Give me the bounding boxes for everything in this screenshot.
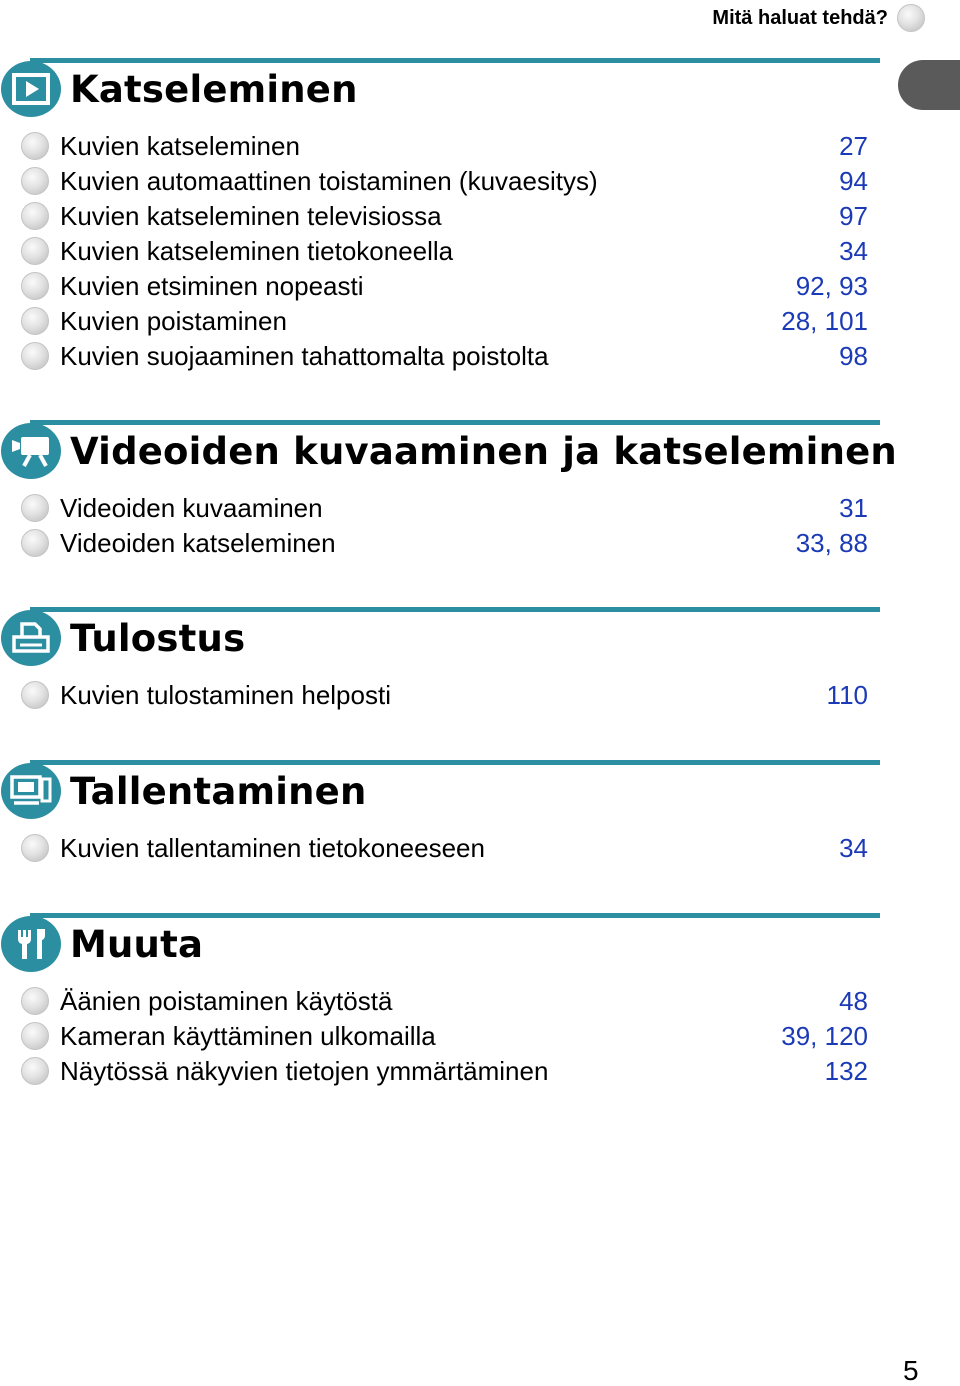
movie-camera-icon (1, 423, 61, 479)
entry-page-link[interactable]: 48 (839, 986, 868, 1016)
dot-leader (398, 984, 833, 1019)
toc-entry[interactable] (0, 1019, 870, 1054)
entry-label: Videoiden kuvaaminen (60, 493, 323, 523)
page-header-title: Mitä haluat tehdä? (712, 7, 888, 29)
entry-label: Kuvien katseleminen televisiossa (60, 201, 442, 231)
section-rule (30, 58, 880, 63)
bullet-icon (21, 237, 49, 265)
toc-entry[interactable] (0, 339, 870, 374)
bullet-icon (21, 681, 49, 709)
tools-icon (1, 916, 61, 972)
entry-list (0, 831, 870, 866)
entry-label: Kuvien tulostaminen helposti (60, 680, 391, 710)
dot-leader (370, 269, 790, 304)
section-title: Muuta (70, 923, 204, 966)
bullet-icon (21, 132, 49, 160)
entry-list (0, 129, 870, 374)
section-rule (30, 420, 880, 425)
dot-leader (442, 1019, 776, 1054)
bullet-icon (21, 167, 49, 195)
dot-leader (448, 199, 834, 234)
entry-label: Videoiden katseleminen (60, 528, 336, 558)
entry-label: Äänien poistaminen käytöstä (60, 986, 393, 1016)
entry-page-link[interactable]: 98 (839, 341, 868, 371)
dot-leader (293, 304, 775, 339)
page-number: 5 (903, 1355, 919, 1386)
computer-icon (1, 763, 61, 819)
entry-page-link[interactable]: 39, 120 (781, 1021, 868, 1051)
section-title: Videoiden kuvaaminen ja katseleminen (70, 430, 897, 473)
bullet-icon (21, 202, 49, 230)
entry-page-link[interactable]: 28, 101 (781, 306, 868, 336)
entry-page-link[interactable]: 92, 93 (795, 271, 868, 301)
entry-page-link[interactable]: 97 (839, 201, 868, 231)
bullet-icon (21, 1022, 49, 1050)
toc-entry[interactable] (0, 831, 870, 866)
play-icon (1, 61, 61, 117)
bullet-icon (21, 342, 49, 370)
dot-leader (604, 164, 833, 199)
entry-page-link[interactable]: 31 (839, 493, 868, 523)
entry-label: Kuvien etsiminen nopeasti (60, 271, 364, 301)
toc-entry[interactable] (0, 269, 870, 304)
section-muuta (0, 913, 960, 1103)
bullet-icon (21, 272, 49, 300)
toc-entry[interactable] (0, 304, 870, 339)
dot-leader (342, 526, 790, 561)
entry-page-link[interactable]: 110 (826, 680, 868, 710)
entry-label: Kameran käyttäminen ulkomailla (60, 1021, 436, 1051)
dot-leader (555, 339, 834, 374)
section-title: Katseleminen (70, 68, 358, 111)
section-title: Tallentaminen (70, 770, 367, 813)
toc-entry[interactable] (0, 491, 870, 526)
bullet-icon (21, 834, 49, 862)
entry-label: Kuvien poistaminen (60, 306, 287, 336)
dot-leader (491, 831, 833, 866)
entry-label: Kuvien tallentaminen tietokoneeseen (60, 833, 485, 863)
toc-entry[interactable] (0, 199, 870, 234)
entry-page-link[interactable]: 34 (839, 833, 868, 863)
section-videoiden (0, 420, 960, 570)
entry-label: Näytössä näkyvien tietojen ymmärtäminen (60, 1056, 549, 1086)
dot-leader (459, 234, 833, 269)
toc-entry[interactable] (0, 984, 870, 1019)
entry-label: Kuvien suojaaminen tahattomalta poistolta (60, 341, 549, 371)
section-rule (30, 760, 880, 765)
section-title: Tulostus (70, 617, 246, 660)
toc-entry[interactable] (0, 164, 870, 199)
entry-page-link[interactable]: 34 (839, 236, 868, 266)
bullet-icon (21, 307, 49, 335)
section-tallentaminen (0, 760, 960, 875)
entry-page-link[interactable]: 33, 88 (795, 528, 868, 558)
entry-label: Kuvien katseleminen tietokoneella (60, 236, 454, 266)
toc-entry[interactable] (0, 526, 870, 561)
entry-list (0, 678, 870, 713)
dot-leader (397, 678, 821, 713)
toc-entry[interactable] (0, 234, 870, 269)
entry-page-link[interactable]: 27 (839, 131, 868, 161)
toc-entry[interactable] (0, 678, 870, 713)
section-rule (30, 913, 880, 918)
section-rule (30, 607, 880, 612)
bullet-icon (21, 1057, 49, 1085)
entry-list (0, 491, 870, 561)
section-katseleminen (0, 58, 960, 388)
bullet-icon (21, 529, 49, 557)
entry-list (0, 984, 870, 1089)
entry-label: Kuvien automaattinen toistaminen (kuvaesitys) (60, 166, 598, 196)
header-bullet-icon (897, 4, 925, 32)
entry-page-link[interactable]: 132 (824, 1056, 868, 1086)
dot-leader (329, 491, 833, 526)
dot-leader (554, 1054, 818, 1089)
entry-page-link[interactable]: 94 (839, 166, 868, 196)
printer-icon (1, 610, 61, 666)
section-tulostus (0, 607, 960, 722)
bullet-icon (21, 494, 49, 522)
dot-leader (306, 129, 833, 164)
toc-entry[interactable] (0, 129, 870, 164)
bullet-icon (21, 987, 49, 1015)
entry-label: Kuvien katseleminen (60, 131, 300, 161)
toc-entry[interactable] (0, 1054, 870, 1089)
